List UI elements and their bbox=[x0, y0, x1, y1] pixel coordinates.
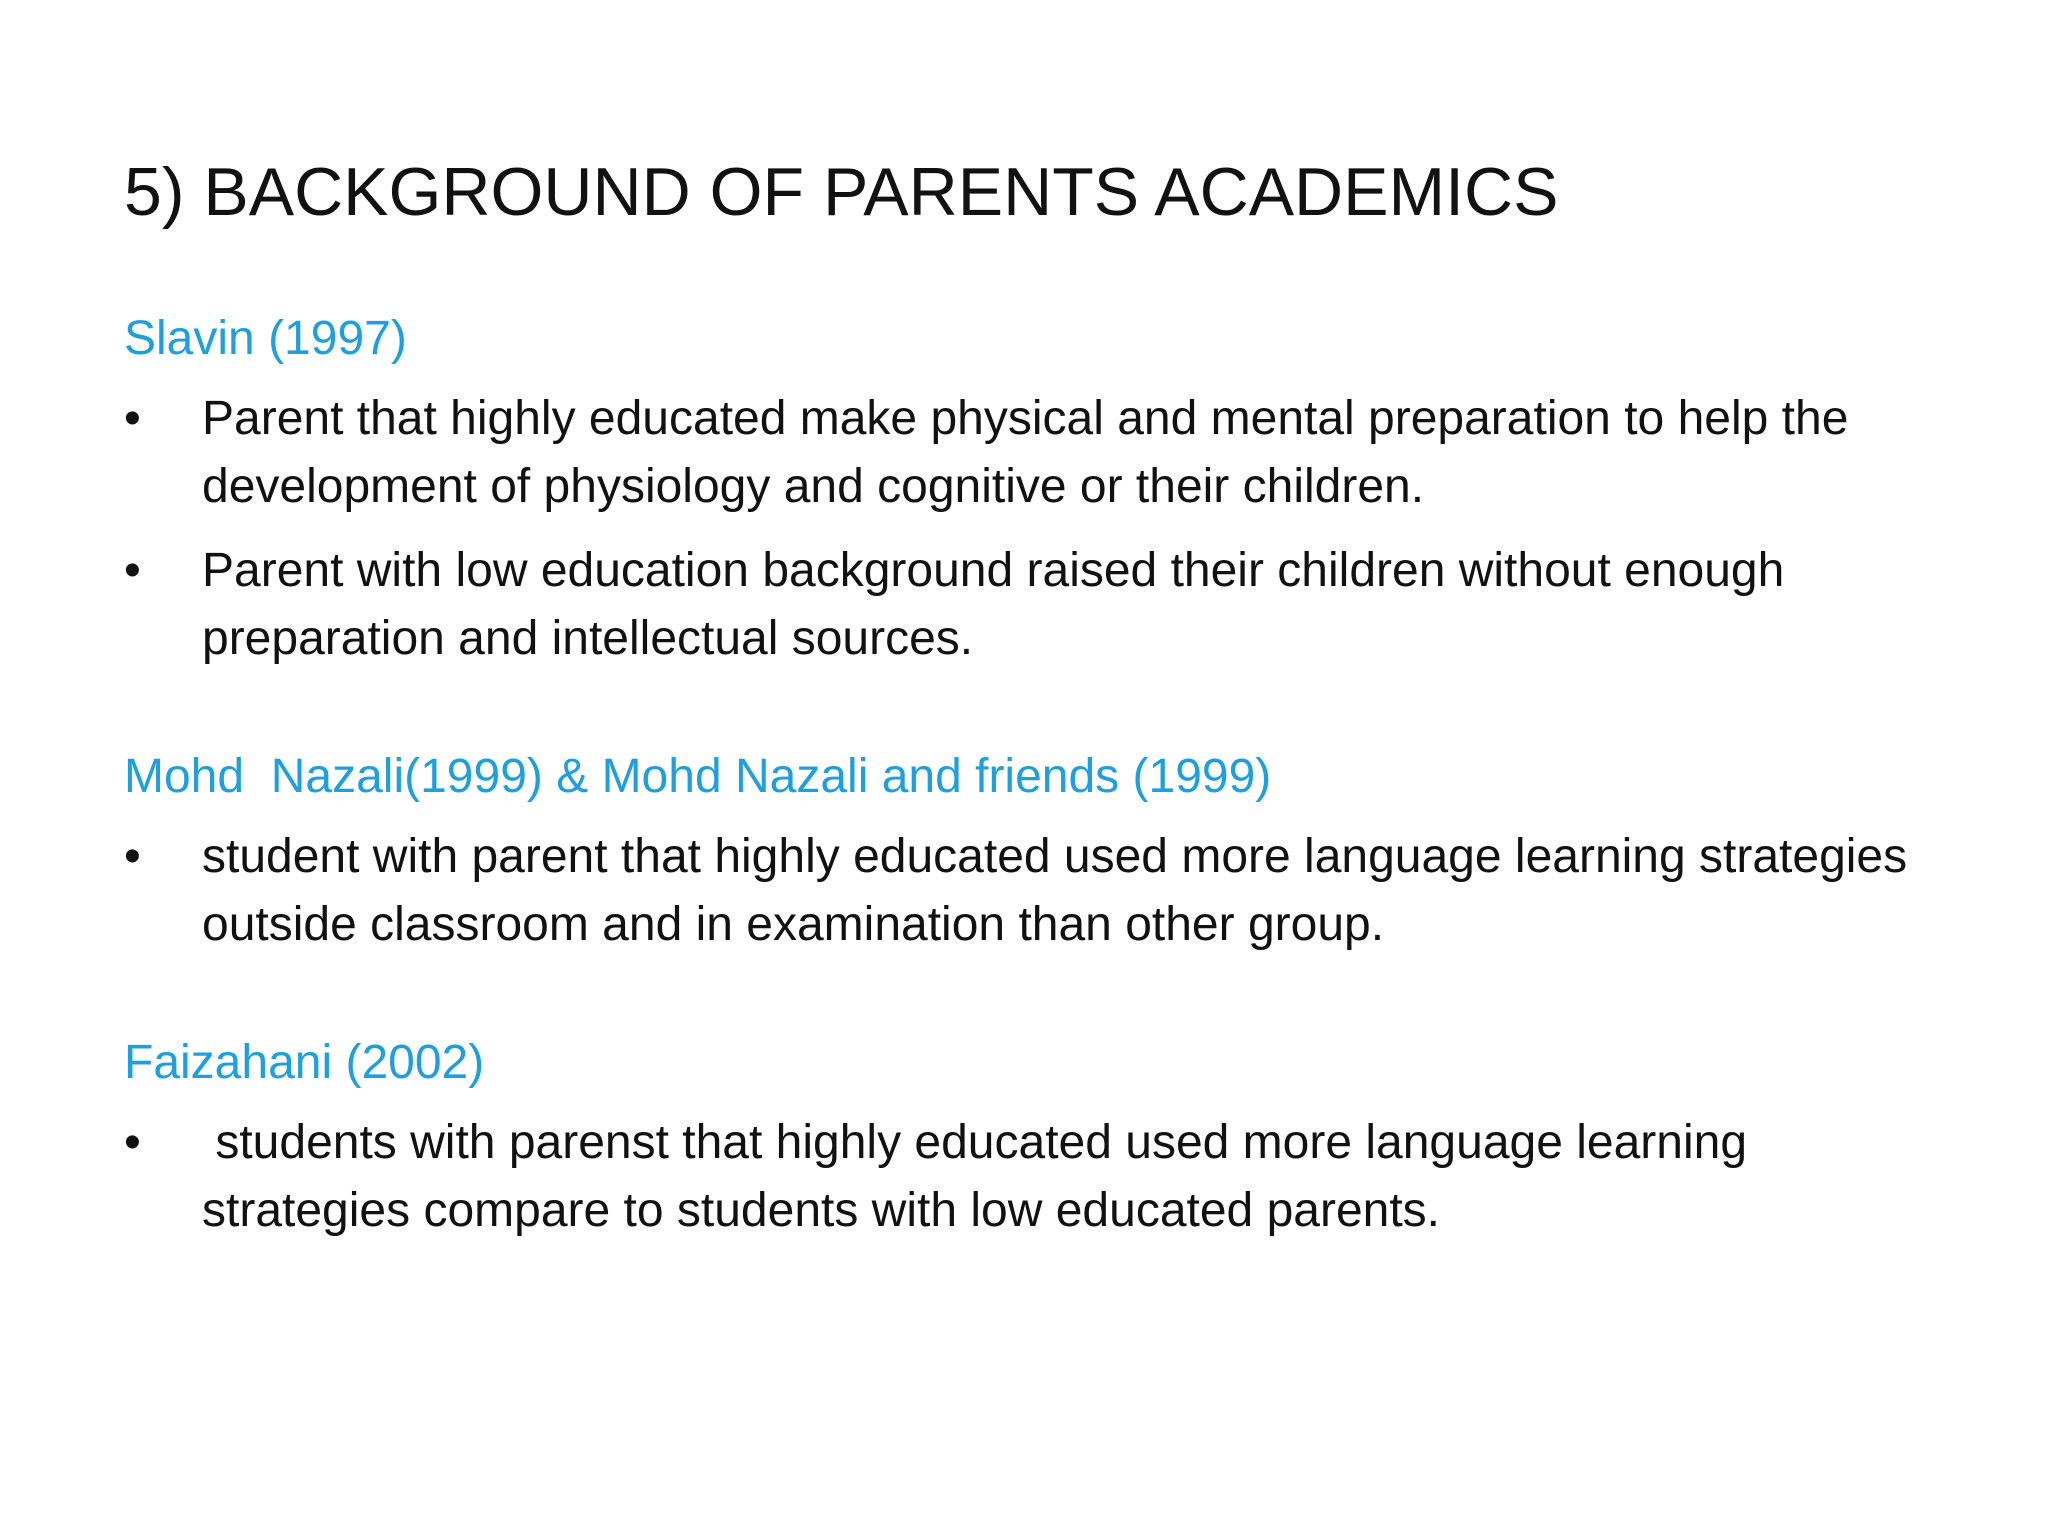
slide-content bbox=[124, 305, 1944, 1261]
section-faizahani bbox=[124, 1029, 1944, 1245]
bullet-item bbox=[124, 1109, 1944, 1245]
bullet-text: student with parent that highly educated used more language learning strategies outside classroom and in examination than other group. bbox=[202, 830, 1908, 951]
section-heading: Mohd Nazali(1999) & Mohd Nazali and friends (1999) bbox=[124, 750, 1272, 803]
bullet-list bbox=[124, 1109, 1944, 1245]
bullet-icon: • bbox=[124, 544, 141, 597]
bullet-text: Parent with low education background raised their children without enough preparation and intellectual sources. bbox=[202, 544, 1785, 665]
bullet-text: Parent that highly educated make physical and mental preparation to help the development of physiology and cognitive or their children. bbox=[202, 392, 1849, 513]
section-heading: Faizahani (2002) bbox=[124, 1036, 485, 1089]
slide-title: 5) BACKGROUND OF PARENTS ACADEMICS bbox=[124, 154, 1559, 230]
bullet-icon: • bbox=[124, 830, 141, 883]
bullet-text: students with parenst that highly educated used more language learning strategies compare to students with low educated parents. bbox=[202, 1116, 1761, 1237]
section-heading: Slavin (1997) bbox=[124, 312, 407, 365]
bullet-icon: • bbox=[124, 1116, 141, 1169]
bullet-list bbox=[124, 823, 1944, 959]
bullet-icon: • bbox=[124, 392, 141, 445]
bullet-list bbox=[124, 385, 1944, 673]
bullet-item bbox=[124, 537, 1944, 673]
bullet-item bbox=[124, 823, 1944, 959]
section-slavin bbox=[124, 305, 1944, 673]
bullet-item bbox=[124, 385, 1944, 521]
section-mohd-nazali bbox=[124, 743, 1944, 959]
